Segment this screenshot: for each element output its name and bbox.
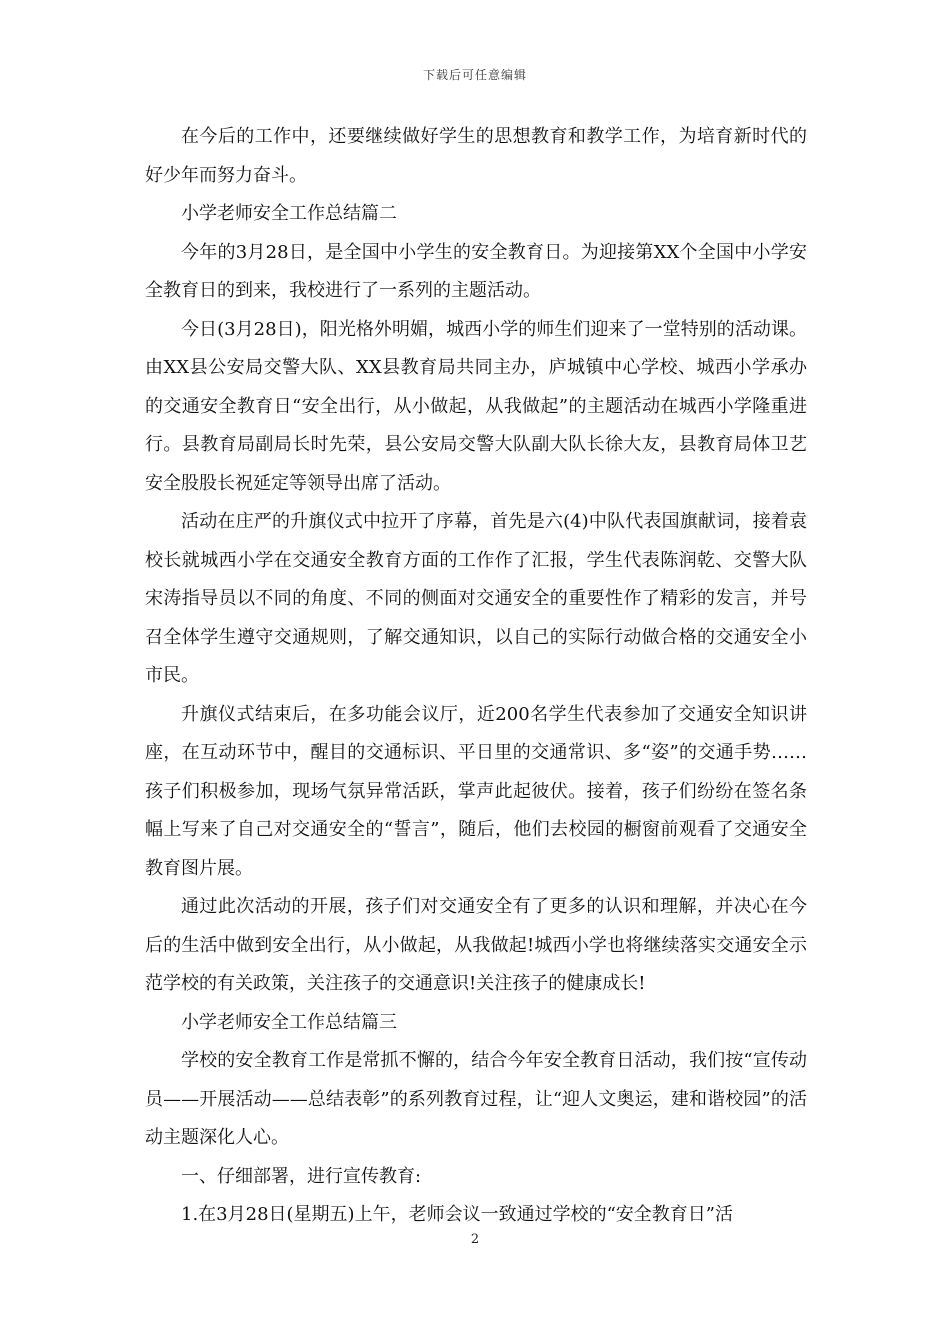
- paragraph: 通过此次活动的开展，孩子们对交通安全有了更多的认识和理解，并决心在今后的生活中做到安全出行，从小做起，从我做起!城西小学也将继续落实交通安全示范学校的有关政策，关注孩子的交通意识!关注孩子的健康成长!: [145, 896, 807, 994]
- paragraph: 在今后的工作中，还要继续做好学生的思想教育和教学工作，为培育新时代的好少年而努力奋斗。: [145, 126, 807, 186]
- paragraph: 1.在3月28日(星期五)上午，老师会议一致通过学校的“安全教育日”活: [181, 1204, 733, 1225]
- paragraph: 活动在庄严的升旗仪式中拉开了序幕，首先是六(4)中队代表国旗献词，接着袁校长就城西小学在交通安全教育方面的工作作了汇报，学生代表陈润乾、交警大队宋涛指导员以不同的角度、不同的侧面对交通安全的重要性作了精彩的发言，并号召全体学生遵守交通规则，了解交通知识，以自己的实际行动做合格的交通安全小市民。: [145, 511, 807, 686]
- section-heading: 小学老师安全工作总结篇三: [181, 1011, 397, 1033]
- document-body: [145, 118, 807, 1235]
- paragraph: 今年的3月28日，是全国中小学生的安全教育日。为迎接第XX个全国中小学安全教育日的到来，我校进行了一系列的主题活动。: [145, 241, 807, 301]
- page-number: 2: [470, 1232, 480, 1247]
- subsection-heading: 一、仔细部署，进行宣传教育:: [181, 1165, 422, 1187]
- paragraph: 学校的安全教育工作是常抓不懈的，结合今年安全教育日活动，我们按“宣传动员——开展活动——总结表彰”的系列教育过程，让“迎人文奥运，建和谐校园”的活动主题深化人心。: [145, 1050, 807, 1148]
- page-header: 下载后可任意编辑: [422, 68, 527, 82]
- paragraph: 今日(3月28日)，阳光格外明媚，城西小学的师生们迎来了一堂特别的活动课。由XX县公安局交警大队、XX县教育局共同主办，庐城镇中心学校、城西小学承办的交通安全教育日“安全出行，从小做起，从我做起”的主题活动在城西小学隆重进行。县教育局副局长时先荣，县公安局交警大队副大队长徐大友，县教育局体卫艺安全股股长祝延定等领导出席了活动。: [145, 318, 807, 494]
- section-heading: 小学老师安全工作总结篇二: [181, 203, 397, 224]
- paragraph: 升旗仪式结束后，在多功能会议厅，近200名学生代表参加了交通安全知识讲座，在互动环节中，醒目的交通标识、平日里的交通常识、多“姿”的交通手势……孩子们积极参加，现场气氛异常活跃，掌声此起彼伏。接着，孩子们纷纷在签名条幅上写来了自己对交通安全的“誓言”，随后，他们去校园的橱窗前观看了交通安全教育图片展。: [145, 703, 807, 879]
